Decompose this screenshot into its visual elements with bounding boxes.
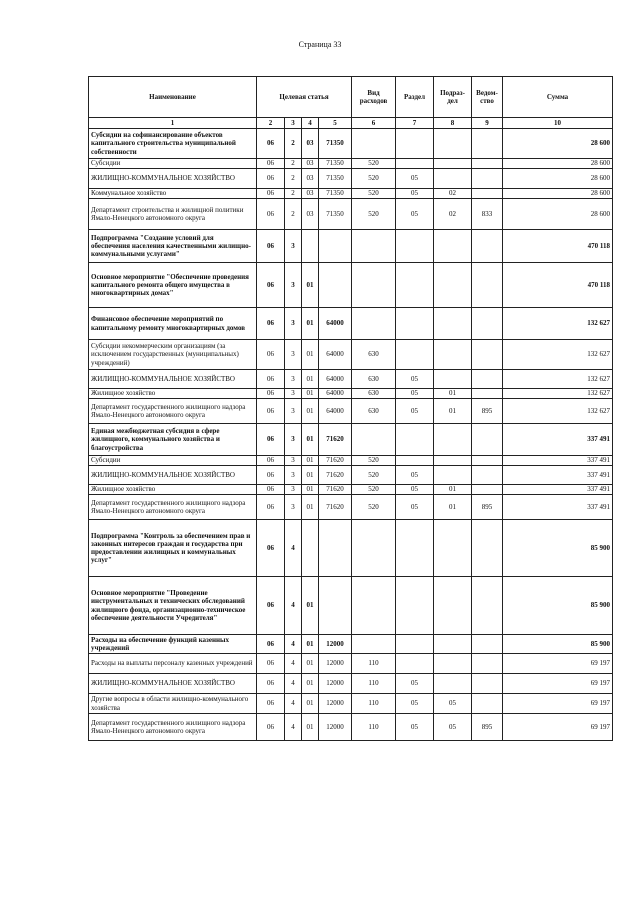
subsection-cell (434, 230, 472, 263)
target-program-cell: 06 (257, 654, 285, 674)
expense-type-cell: 520 (352, 189, 396, 199)
table-row (89, 577, 613, 635)
department-cell (472, 466, 503, 485)
header-type: Вид расходов (352, 77, 396, 118)
target-direction-cell (319, 577, 352, 635)
target-direction-cell: 12000 (319, 654, 352, 674)
column-number: 6 (352, 118, 396, 129)
row-name-cell: Жилищное хозяйство (89, 389, 257, 399)
target-event-cell: 01 (302, 370, 319, 389)
department-cell: 833 (472, 199, 503, 230)
department-cell (472, 694, 503, 714)
row-name-cell: Основное мероприятие "Проведение инструментальных и технических обследований жилищного фонда, организационно-техническое обеспечение деятельности Учредителя" (89, 577, 257, 635)
department-cell: 895 (472, 399, 503, 424)
section-cell: 05 (396, 389, 434, 399)
target-program-cell: 06 (257, 230, 285, 263)
sum-cell: 337 491 (503, 424, 613, 456)
target-subprogram-cell: 4 (285, 654, 302, 674)
sum-cell: 132 627 (503, 308, 613, 340)
target-direction-cell: 64000 (319, 370, 352, 389)
section-cell: 05 (396, 169, 434, 189)
target-direction-cell: 12000 (319, 635, 352, 654)
target-event-cell (302, 230, 319, 263)
section-cell (396, 520, 434, 577)
target-direction-cell: 71350 (319, 199, 352, 230)
target-program-cell: 06 (257, 263, 285, 308)
subsection-cell (434, 263, 472, 308)
target-program-cell: 06 (257, 694, 285, 714)
target-event-cell: 01 (302, 389, 319, 399)
target-program-cell: 06 (257, 495, 285, 520)
target-direction-cell: 71620 (319, 485, 352, 495)
section-cell: 05 (396, 370, 434, 389)
sum-cell: 132 627 (503, 370, 613, 389)
expense-type-cell (352, 577, 396, 635)
expense-type-cell (352, 308, 396, 340)
expense-type-cell: 520 (352, 169, 396, 189)
department-cell (472, 189, 503, 199)
table-row (89, 189, 613, 199)
target-direction-cell: 12000 (319, 694, 352, 714)
row-name-cell: Департамент государственного жилищного надзора Ямало-Ненецкого автономного округа (89, 399, 257, 424)
row-name-cell: Субсидии (89, 456, 257, 466)
row-name-cell: Субсидии (89, 159, 257, 169)
table-row (89, 159, 613, 169)
expense-type-cell: 110 (352, 654, 396, 674)
expense-type-cell: 520 (352, 485, 396, 495)
column-number: 2 (257, 118, 285, 129)
column-number: 8 (434, 118, 472, 129)
row-name-cell: ЖИЛИЩНО-КОММУНАЛЬНОЕ ХОЗЯЙСТВО (89, 466, 257, 485)
table-row (89, 714, 613, 741)
sum-cell: 69 197 (503, 674, 613, 694)
expense-type-cell (352, 424, 396, 456)
target-event-cell: 03 (302, 199, 319, 230)
target-subprogram-cell: 4 (285, 520, 302, 577)
header-dept: Ведом- ство (472, 77, 503, 118)
column-number: 1 (89, 118, 257, 129)
section-cell (396, 456, 434, 466)
expense-type-cell: 110 (352, 694, 396, 714)
target-event-cell: 01 (302, 340, 319, 370)
department-cell (472, 654, 503, 674)
subsection-cell (434, 520, 472, 577)
target-subprogram-cell: 3 (285, 230, 302, 263)
expense-type-cell (352, 230, 396, 263)
row-name-cell: Расходы на выплаты персоналу казенных учреждений (89, 654, 257, 674)
department-cell: 895 (472, 495, 503, 520)
target-subprogram-cell: 2 (285, 129, 302, 159)
department-cell (472, 230, 503, 263)
target-subprogram-cell: 3 (285, 485, 302, 495)
sum-cell: 28 600 (503, 189, 613, 199)
expense-type-cell (352, 520, 396, 577)
target-program-cell: 06 (257, 485, 285, 495)
sum-cell: 337 491 (503, 466, 613, 485)
row-name-cell: Основное мероприятие "Обеспечение проведения капитального ремонта общего имущества в многоквартирных домах" (89, 263, 257, 308)
row-name-cell: Субсидии некоммерческим организациям (за исключением государственных (муниципальных) учреждений) (89, 340, 257, 370)
target-direction-cell: 71620 (319, 466, 352, 485)
row-name-cell: Финансовое обеспечение мероприятий по капитальному ремонту многоквартирных домов (89, 308, 257, 340)
table-row (89, 199, 613, 230)
expense-type-cell: 110 (352, 674, 396, 694)
target-program-cell: 06 (257, 389, 285, 399)
sum-cell: 85 900 (503, 577, 613, 635)
page-title: Страница 33 (298, 40, 342, 49)
target-event-cell: 01 (302, 577, 319, 635)
section-cell: 05 (396, 674, 434, 694)
target-direction-cell: 64000 (319, 340, 352, 370)
subsection-cell (434, 308, 472, 340)
table-row (89, 674, 613, 694)
subsection-cell (434, 169, 472, 189)
subsection-cell: 02 (434, 189, 472, 199)
table-row (89, 129, 613, 159)
section-cell (396, 263, 434, 308)
expense-type-cell (352, 263, 396, 308)
target-program-cell: 06 (257, 370, 285, 389)
header-target: Целевая статья (257, 77, 352, 118)
subsection-cell (434, 456, 472, 466)
section-cell (396, 308, 434, 340)
table-row (89, 308, 613, 340)
target-subprogram-cell: 4 (285, 577, 302, 635)
target-event-cell: 03 (302, 169, 319, 189)
target-direction-cell: 71620 (319, 495, 352, 520)
sum-cell: 132 627 (503, 399, 613, 424)
target-event-cell: 01 (302, 495, 319, 520)
subsection-cell: 05 (434, 714, 472, 741)
header-name: Наименование (89, 77, 257, 118)
section-cell: 05 (396, 694, 434, 714)
row-name-cell: Другие вопросы в области жилищно-коммунального хозяйства (89, 694, 257, 714)
subsection-cell (434, 129, 472, 159)
department-cell: 895 (472, 714, 503, 741)
target-subprogram-cell: 2 (285, 169, 302, 189)
target-direction-cell: 71350 (319, 129, 352, 159)
target-direction-cell (319, 230, 352, 263)
target-direction-cell: 12000 (319, 714, 352, 741)
row-name-cell: Департамент строительства и жилищной политики Ямало-Ненецкого автономного округа (89, 199, 257, 230)
department-cell (472, 485, 503, 495)
expense-type-cell: 520 (352, 466, 396, 485)
sum-cell: 337 491 (503, 456, 613, 466)
sum-cell: 28 600 (503, 129, 613, 159)
header-row (89, 77, 613, 118)
department-cell (472, 159, 503, 169)
target-subprogram-cell: 3 (285, 263, 302, 308)
target-direction-cell: 64000 (319, 389, 352, 399)
section-cell (396, 340, 434, 370)
target-subprogram-cell: 3 (285, 399, 302, 424)
section-cell (396, 654, 434, 674)
row-name-cell: Единая межбюджетная субсидия в сфере жилищного, коммунального хозяйства и благоустройства (89, 424, 257, 456)
target-subprogram-cell: 3 (285, 456, 302, 466)
subsection-cell (434, 340, 472, 370)
target-program-cell: 06 (257, 129, 285, 159)
expense-type-cell (352, 129, 396, 159)
header-sum: Сумма (503, 77, 613, 118)
target-subprogram-cell: 4 (285, 694, 302, 714)
row-name-cell: ЖИЛИЩНО-КОММУНАЛЬНОЕ ХОЗЯЙСТВО (89, 370, 257, 389)
column-number: 3 (285, 118, 302, 129)
row-name-cell: Расходы на обеспечение функций казенных учреждений (89, 635, 257, 654)
target-direction-cell: 71620 (319, 424, 352, 456)
target-subprogram-cell: 2 (285, 199, 302, 230)
section-cell (396, 577, 434, 635)
row-name-cell: ЖИЛИЩНО-КОММУНАЛЬНОЕ ХОЗЯЙСТВО (89, 169, 257, 189)
expense-type-cell: 110 (352, 714, 396, 741)
target-event-cell: 01 (302, 674, 319, 694)
section-cell (396, 159, 434, 169)
budget-table (88, 76, 613, 741)
target-subprogram-cell: 3 (285, 495, 302, 520)
sum-cell: 132 627 (503, 389, 613, 399)
row-name-cell: Коммунальное хозяйство (89, 189, 257, 199)
table-row (89, 485, 613, 495)
table-row (89, 389, 613, 399)
header-subsection: Подраз- дел (434, 77, 472, 118)
expense-type-cell: 630 (352, 370, 396, 389)
subsection-cell (434, 424, 472, 456)
department-cell (472, 129, 503, 159)
target-event-cell: 01 (302, 308, 319, 340)
department-cell (472, 520, 503, 577)
expense-type-cell: 520 (352, 159, 396, 169)
target-subprogram-cell: 3 (285, 466, 302, 485)
expense-type-cell: 520 (352, 199, 396, 230)
target-event-cell: 01 (302, 456, 319, 466)
target-program-cell: 06 (257, 424, 285, 456)
target-subprogram-cell: 3 (285, 308, 302, 340)
target-program-cell: 06 (257, 308, 285, 340)
row-name-cell: Жилищное хозяйство (89, 485, 257, 495)
target-event-cell: 03 (302, 159, 319, 169)
section-cell: 05 (396, 199, 434, 230)
target-subprogram-cell: 3 (285, 389, 302, 399)
target-program-cell: 06 (257, 169, 285, 189)
sum-cell: 69 197 (503, 654, 613, 674)
column-number: 7 (396, 118, 434, 129)
table-row (89, 635, 613, 654)
table-row (89, 230, 613, 263)
table-row (89, 370, 613, 389)
section-cell: 05 (396, 485, 434, 495)
department-cell (472, 674, 503, 694)
column-number: 10 (503, 118, 613, 129)
sum-cell: 28 600 (503, 159, 613, 169)
department-cell (472, 635, 503, 654)
section-cell (396, 230, 434, 263)
target-program-cell: 06 (257, 199, 285, 230)
target-direction-cell (319, 263, 352, 308)
target-direction-cell: 64000 (319, 399, 352, 424)
subsection-cell: 02 (434, 199, 472, 230)
target-program-cell: 06 (257, 189, 285, 199)
target-event-cell: 01 (302, 635, 319, 654)
target-direction-cell: 71350 (319, 159, 352, 169)
sum-cell: 337 491 (503, 495, 613, 520)
expense-type-cell: 520 (352, 456, 396, 466)
target-event-cell: 03 (302, 189, 319, 199)
row-name-cell: Департамент государственного жилищного надзора Ямало-Ненецкого автономного округа (89, 714, 257, 741)
header-section: Раздел (396, 77, 434, 118)
target-program-cell: 06 (257, 456, 285, 466)
section-cell (396, 129, 434, 159)
section-cell: 05 (396, 399, 434, 424)
department-cell (472, 456, 503, 466)
table-row (89, 466, 613, 485)
section-cell: 05 (396, 714, 434, 741)
department-cell (472, 340, 503, 370)
row-name-cell: Департамент государственного жилищного надзора Ямало-Ненецкого автономного округа (89, 495, 257, 520)
target-program-cell: 06 (257, 577, 285, 635)
table-row (89, 694, 613, 714)
section-cell (396, 424, 434, 456)
subsection-cell (434, 635, 472, 654)
target-program-cell: 06 (257, 466, 285, 485)
table-row (89, 456, 613, 466)
target-direction-cell: 12000 (319, 674, 352, 694)
subsection-cell (434, 654, 472, 674)
table-row (89, 654, 613, 674)
target-subprogram-cell: 2 (285, 159, 302, 169)
sum-cell: 69 197 (503, 714, 613, 741)
subsection-cell: 01 (434, 389, 472, 399)
subsection-cell (434, 159, 472, 169)
target-direction-cell: 71350 (319, 169, 352, 189)
target-direction-cell: 71620 (319, 456, 352, 466)
target-program-cell: 06 (257, 674, 285, 694)
target-subprogram-cell: 4 (285, 635, 302, 654)
target-direction-cell: 71350 (319, 189, 352, 199)
target-subprogram-cell: 3 (285, 424, 302, 456)
expense-type-cell: 630 (352, 340, 396, 370)
subsection-cell: 01 (434, 485, 472, 495)
expense-type-cell (352, 635, 396, 654)
subsection-cell: 01 (434, 399, 472, 424)
target-direction-cell: 64000 (319, 308, 352, 340)
expense-type-cell: 520 (352, 495, 396, 520)
department-cell (472, 424, 503, 456)
row-name-cell: Подпрограмма "Контроль за обеспечением прав и законных интересов граждан и государства при предоставлении жилищных и коммунальных услуг" (89, 520, 257, 577)
expense-type-cell: 630 (352, 389, 396, 399)
table-row (89, 263, 613, 308)
table-row (89, 424, 613, 456)
sum-cell: 470 118 (503, 230, 613, 263)
department-cell (472, 370, 503, 389)
section-cell: 05 (396, 466, 434, 485)
sum-cell: 470 118 (503, 263, 613, 308)
expense-type-cell: 630 (352, 399, 396, 424)
subsection-cell: 01 (434, 495, 472, 520)
subsection-cell (434, 466, 472, 485)
sum-cell: 28 600 (503, 199, 613, 230)
sum-cell: 69 197 (503, 694, 613, 714)
target-event-cell: 01 (302, 654, 319, 674)
row-name-cell: ЖИЛИЩНО-КОММУНАЛЬНОЕ ХОЗЯЙСТВО (89, 674, 257, 694)
target-program-cell: 06 (257, 635, 285, 654)
department-cell (472, 308, 503, 340)
target-event-cell: 01 (302, 424, 319, 456)
subsection-cell (434, 577, 472, 635)
target-event-cell: 01 (302, 485, 319, 495)
department-cell (472, 169, 503, 189)
target-program-cell: 06 (257, 399, 285, 424)
column-number: 5 (319, 118, 352, 129)
department-cell (472, 389, 503, 399)
target-event-cell (302, 520, 319, 577)
target-program-cell: 06 (257, 340, 285, 370)
target-event-cell: 03 (302, 129, 319, 159)
table-row (89, 495, 613, 520)
subsection-cell (434, 674, 472, 694)
subsection-cell (434, 370, 472, 389)
sum-cell: 28 600 (503, 169, 613, 189)
target-subprogram-cell: 3 (285, 370, 302, 389)
target-direction-cell (319, 520, 352, 577)
target-program-cell: 06 (257, 714, 285, 741)
target-subprogram-cell: 4 (285, 714, 302, 741)
table-row (89, 399, 613, 424)
target-subprogram-cell: 4 (285, 674, 302, 694)
target-event-cell: 01 (302, 466, 319, 485)
sum-cell: 85 900 (503, 520, 613, 577)
row-name-cell: Субсидии на софинансирование объектов капитального строительства муниципальной собственности (89, 129, 257, 159)
sum-cell: 85 900 (503, 635, 613, 654)
table-row (89, 340, 613, 370)
table-row (89, 169, 613, 189)
department-cell (472, 263, 503, 308)
target-event-cell: 01 (302, 714, 319, 741)
column-number: 4 (302, 118, 319, 129)
column-number-row (89, 118, 613, 129)
section-cell (396, 635, 434, 654)
section-cell: 05 (396, 189, 434, 199)
target-program-cell: 06 (257, 159, 285, 169)
row-name-cell: Подпрограмма "Создание условий для обеспечения населения качественными жилищно-коммунальными услугами" (89, 230, 257, 263)
section-cell: 05 (396, 495, 434, 520)
column-number: 9 (472, 118, 503, 129)
target-subprogram-cell: 2 (285, 189, 302, 199)
target-subprogram-cell: 3 (285, 340, 302, 370)
department-cell (472, 577, 503, 635)
sum-cell: 132 627 (503, 340, 613, 370)
subsection-cell: 05 (434, 694, 472, 714)
target-program-cell: 06 (257, 520, 285, 577)
target-event-cell: 01 (302, 263, 319, 308)
target-event-cell: 01 (302, 399, 319, 424)
target-event-cell: 01 (302, 694, 319, 714)
table-row (89, 520, 613, 577)
sum-cell: 337 491 (503, 485, 613, 495)
